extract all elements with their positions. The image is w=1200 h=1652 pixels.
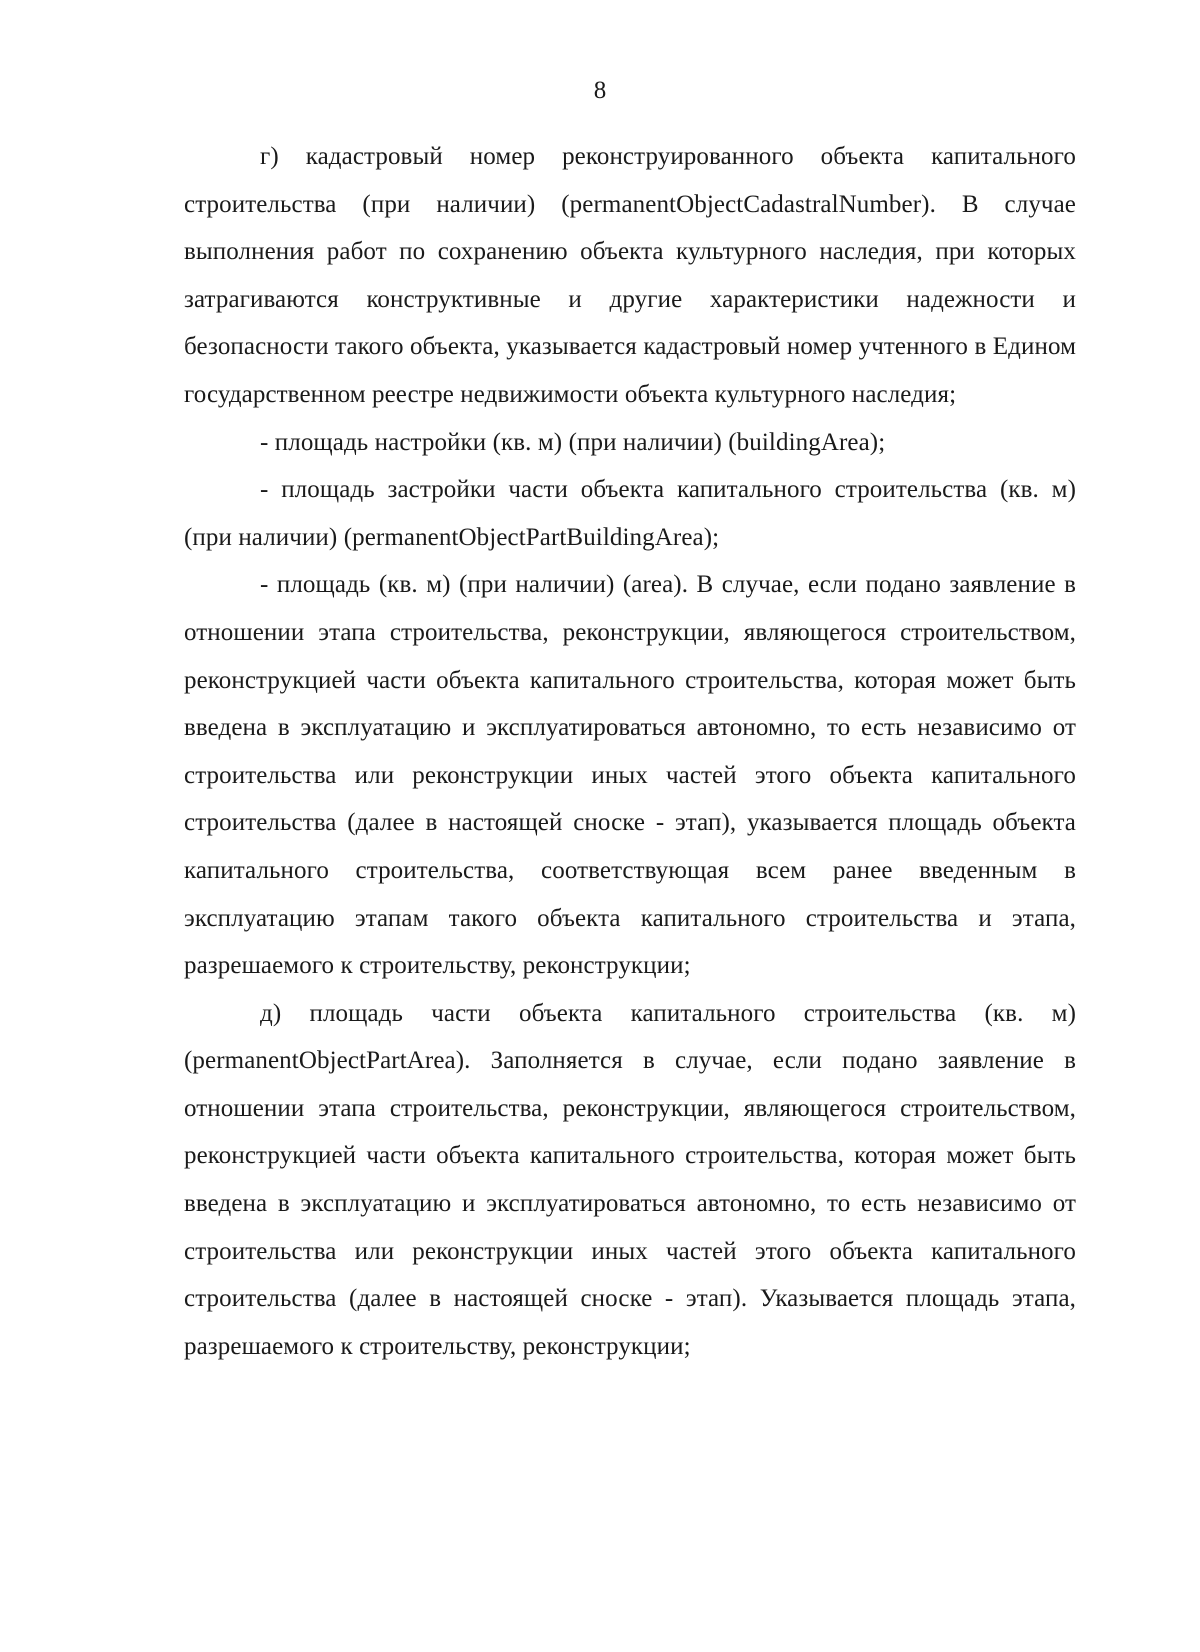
page-number: 8 — [593, 77, 607, 104]
paragraph-part-building-area: - площадь застройки части объекта капитального строительства (кв. м) (при наличии) (permanentObjectPartBuildingArea); — [184, 476, 1076, 551]
paragraph-cadastral-number: г) кадастровый номер реконструированного объекта капитального строительства (при наличии) (permanentObjectCadastralNumber). В случае выполнения работ по сохранению объекта культурного наследия, при которых затрагиваются конструктивные и другие характеристики надежности и безопасности такого объекта, указывается кадастровый номер учтенного в Едином государственном реестре недвижимости объекта культурного наследия; — [184, 143, 1076, 408]
paragraph-area: - площадь (кв. м) (при наличии) (area). В случае, если подано заявление в отношении этапа строительства, реконструкции, являющегося строительством, реконструкцией части объекта капитального строительства, которая может быть введена в эксплуатацию и эксплуатироваться автономно, то есть независимо от строительства или реконструкции иных частей этого объекта капитального строительства (далее в настоящей сноске - этап), указывается площадь объекта капитального строительства, соответствующая всем ранее введенным в эксплуатацию этапам такого объекта капитального строительства и этапа, разрешаемого к строительству, реконструкции; — [184, 571, 1076, 980]
paragraph-building-area: - площадь настройки (кв. м) (при наличии) (buildingArea); — [260, 428, 886, 456]
document-body — [184, 133, 1076, 1370]
paragraph-part-area: д) площадь части объекта капитального строительства (кв. м) (permanentObjectPartArea). Заполняется в случае, если подано заявление в отношении этапа строительства, реконструкции, являющегося строительством, реконструкцией части объекта капитального строительства, которая может быть введена в эксплуатацию и эксплуатироваться автономно, то есть независимо от строительства или реконструкции иных частей этого объекта капитального строительства (далее в настоящей сноске - этап). Указывается площадь этапа, разрешаемого к строительству, реконструкции; — [184, 999, 1076, 1360]
